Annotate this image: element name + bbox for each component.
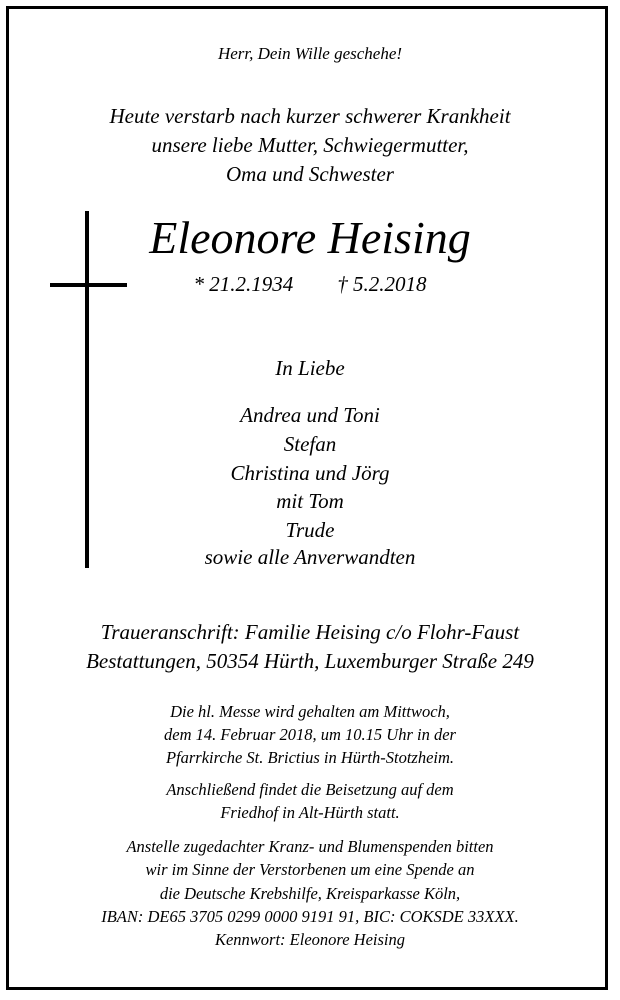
donation-line-3: die Deutsche Krebshilfe, Kreisparkasse Köln, (159, 884, 461, 903)
family-line-2: Stefan (283, 432, 337, 456)
death-date: † 5.2.2018 (337, 272, 427, 296)
donation-line-2: wir im Sinne der Verstorbenen um eine Spende an (145, 860, 475, 879)
motto: Herr, Dein Wille geschehe! (217, 44, 403, 63)
donation-line-4: IBAN: DE65 3705 0299 0000 9191 91, BIC: COKSDE 33XXX. (101, 907, 519, 926)
family-line-4: mit Tom (276, 489, 344, 513)
family-line-3: Christina und Jörg (230, 461, 390, 485)
address-line-2: Bestattungen, 50354 Hürth, Luxemburger Straße 249 (86, 649, 534, 673)
family-line-6: sowie alle Anverwandten (204, 545, 416, 569)
life-dates (0, 272, 620, 297)
donation-line-5: Kennwort: Eleonore Heising (214, 930, 406, 949)
intro-line-3: Oma und Schwester (226, 162, 394, 186)
mass-line-2: dem 14. Februar 2018, um 10.15 Uhr in der (164, 725, 456, 744)
burial-line-1: Anschließend findet die Beisetzung auf dem (166, 780, 454, 799)
address-line-1: Traueranschrift: Familie Heising c/o Flohr-Faust (100, 620, 520, 644)
family-line-5: Trude (285, 518, 335, 542)
family-line-1: Andrea und Toni (240, 403, 380, 427)
intro-line-2: unsere liebe Mutter, Schwiegermutter, (151, 133, 469, 157)
burial-line-2: Friedhof in Alt-Hürth statt. (220, 803, 400, 822)
deceased-name: Eleonore Heising (149, 212, 471, 263)
birth-date: * 21.2.1934 (193, 272, 294, 296)
mass-line-1: Die hl. Messe wird gehalten am Mittwoch, (170, 702, 450, 721)
in-love-line: In Liebe (275, 356, 345, 380)
intro-line-1: Heute verstarb nach kurzer schwerer Krankheit (109, 104, 511, 128)
mass-line-3: Pfarrkirche St. Brictius in Hürth-Stotzheim. (165, 748, 455, 767)
donation-line-1: Anstelle zugedachter Kranz- und Blumenspenden bitten (126, 837, 494, 856)
